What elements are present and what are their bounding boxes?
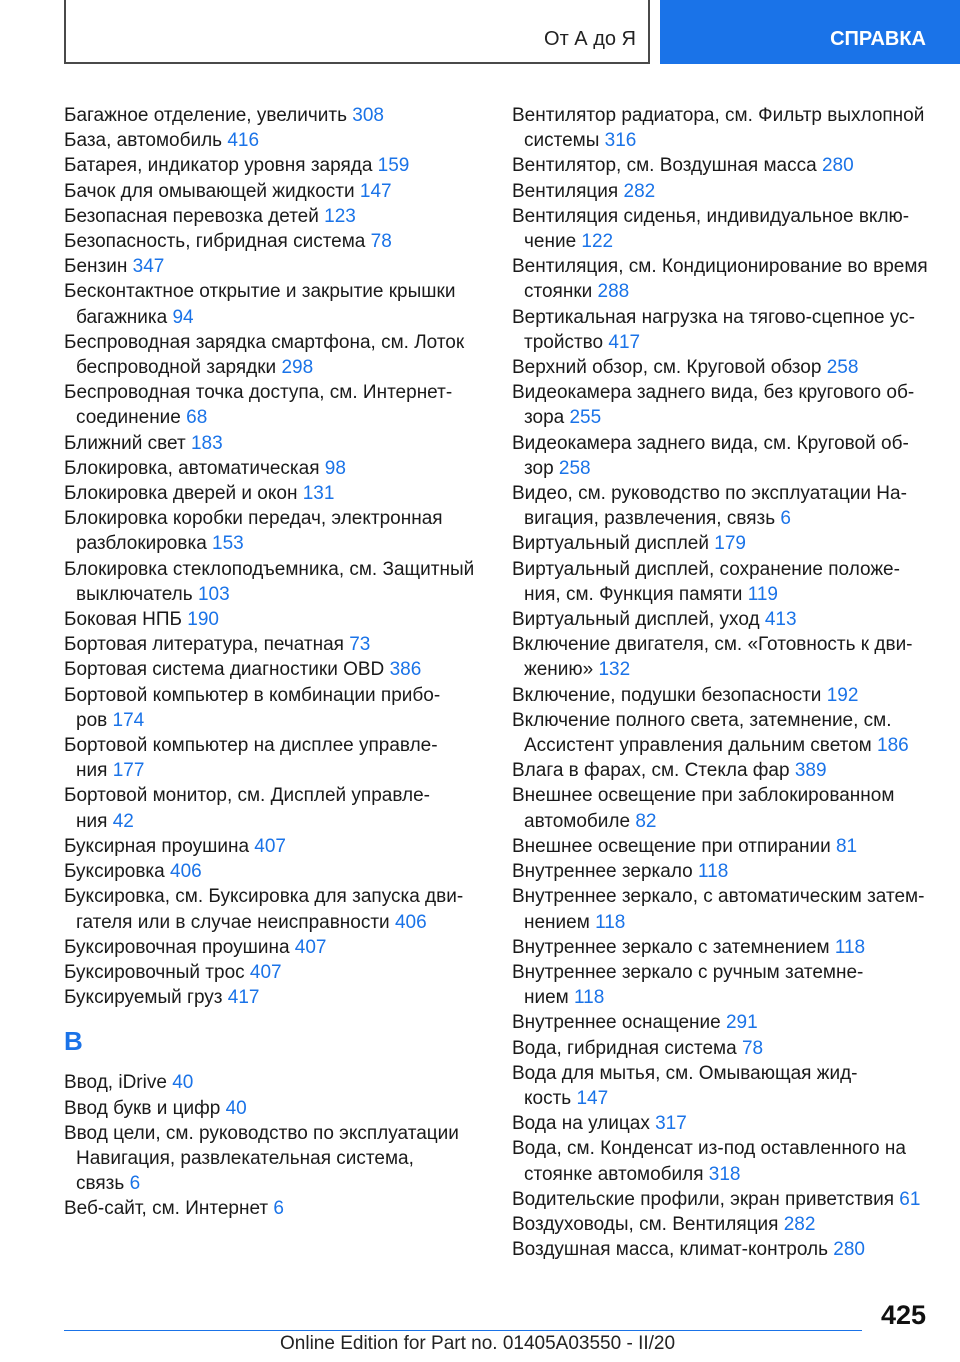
index-entry-text: Влага в фарах, см. Стекла фар <box>512 760 795 782</box>
index-entry-text: Бортовой компьютер на дисплее управле- <box>64 735 438 757</box>
page-link[interactable]: 118 <box>595 911 626 933</box>
index-entry-text: Блокировка дверей и окон <box>64 483 303 505</box>
index-entry-text: связь <box>76 1173 130 1195</box>
index-entry-text: нием <box>524 987 575 1009</box>
index-entry-text: стоянки <box>524 281 598 303</box>
page-link[interactable]: 118 <box>834 936 866 958</box>
page-link[interactable]: 417 <box>608 331 641 353</box>
index-entry-text: чение <box>524 231 582 253</box>
tab-a-to-z[interactable] <box>64 0 650 64</box>
index-entry-text: Вертикальная нагрузка на тягово-сцепное ус- <box>512 306 915 328</box>
index-entry-text: Ввод, iDrive <box>64 1072 173 1094</box>
page-link[interactable]: 255 <box>569 407 602 429</box>
index-entry-text: Ввод букв и цифр <box>64 1097 226 1119</box>
page-number: 425 <box>880 1300 926 1330</box>
index-entry-text: Буксировка, см. Буксировка для запуска дви- <box>64 886 464 908</box>
edition-footer: Online Edition for Part no. 01405A03550 - II/20 <box>280 1333 676 1354</box>
index-entry-text: Вода на улицах <box>512 1113 656 1135</box>
index-entry-text: беспроводной зарядки <box>76 357 282 379</box>
index-entry <box>64 254 504 279</box>
index-entry-text: Вода для мытья, см. Омывающая жид- <box>512 1062 858 1084</box>
index-entry <box>64 128 504 153</box>
page-link[interactable]: 174 <box>112 709 145 731</box>
index-entry-text: системы <box>524 130 605 152</box>
index-list-v <box>64 1070 504 1221</box>
page-link[interactable]: 406 <box>170 861 202 883</box>
index-entry <box>64 204 504 229</box>
index-entry <box>64 683 504 733</box>
index-entry <box>512 380 942 430</box>
index-entry <box>64 506 504 556</box>
index-entry <box>64 456 504 481</box>
index-entry-text: кость <box>524 1087 577 1109</box>
index-entry <box>64 153 504 178</box>
tab-help[interactable] <box>660 0 960 64</box>
index-entry <box>512 1036 942 1061</box>
index-entry-text: Вентилятор, см. Воздушная масса <box>512 155 822 177</box>
index-entry <box>64 960 504 985</box>
index-entry-text: Бортовой компьютер в комбинации прибо- <box>64 684 441 706</box>
index-entry <box>64 657 504 682</box>
index-entry-text: зора <box>524 407 570 429</box>
page-link[interactable]: 78 <box>370 231 392 253</box>
page-link[interactable]: 192 <box>826 684 859 706</box>
index-entry-text: Багажное отделение, увеличить <box>64 105 353 126</box>
index-entry <box>64 859 504 884</box>
index-entry <box>64 431 504 456</box>
page-link[interactable]: 417 <box>227 987 260 1009</box>
index-entry <box>512 960 942 1010</box>
page-link[interactable]: 159 <box>377 155 410 177</box>
tab-a-to-z-label: От А до Я <box>544 28 636 50</box>
page-link[interactable]: 118 <box>574 987 605 1009</box>
index-entry <box>64 632 504 657</box>
index-entry <box>512 355 942 380</box>
index-entry-text: зор <box>524 457 559 479</box>
index-entry <box>512 103 942 153</box>
index-entry-text: Внутреннее оснащение <box>512 1012 726 1034</box>
index-list-b <box>64 103 504 1010</box>
page-link[interactable]: 78 <box>741 1037 764 1059</box>
index-entry-text: Ввод цели, см. руководство по эксплуатации <box>64 1122 459 1144</box>
index-entry-text: Вода, гибридная система <box>512 1037 742 1059</box>
page-link[interactable]: 61 <box>899 1188 921 1210</box>
page-link[interactable]: 98 <box>324 457 346 479</box>
index-entry-text: Блокировка, автоматическая <box>64 457 325 479</box>
page-link[interactable]: 407 <box>294 936 327 958</box>
page-link[interactable]: 6 <box>780 508 791 530</box>
index-entry-text: Вентилятор радиатора, см. Фильтр выхлопной <box>512 105 925 126</box>
page-link[interactable]: 316 <box>604 130 637 152</box>
index-entry-text: Воздуховоды, см. Вентиляция <box>512 1213 784 1235</box>
index-list-v-continued <box>512 103 942 1262</box>
index-entry <box>512 683 942 708</box>
page-link[interactable]: 6 <box>129 1173 141 1195</box>
index-entry-text: Безопасность, гибридная система <box>64 231 371 253</box>
page-link[interactable]: 406 <box>394 911 427 933</box>
index-entry-text: Батарея, индикатор уровня заряда <box>64 155 378 177</box>
index-entry-text: Воздушная масса, климат-контроль <box>512 1239 834 1261</box>
index-entry <box>64 935 504 960</box>
index-entry <box>64 330 504 380</box>
index-entry <box>64 1121 504 1197</box>
index-entry <box>512 204 942 254</box>
index-entry-text: Бензин <box>64 256 133 278</box>
index-entry-text: Буксировка <box>64 861 170 883</box>
index-entry <box>64 229 504 254</box>
index-entry-text: соединение <box>76 407 187 429</box>
index-entry-text: Видеокамера заднего вида, без кругового об- <box>512 382 915 404</box>
index-entry <box>512 431 942 481</box>
index-entry <box>512 1237 942 1262</box>
page-link[interactable]: 280 <box>821 155 854 177</box>
index-entry-text: Ассистент управления дальним светом <box>524 735 878 757</box>
index-entry <box>512 632 942 682</box>
page-link[interactable]: 82 <box>635 810 657 832</box>
index-entry <box>512 1111 942 1136</box>
page-link[interactable]: 122 <box>581 231 614 253</box>
index-entry <box>512 834 942 859</box>
index-entry-text: Буксирная проушина <box>64 835 255 857</box>
index-entry-text: Вентиляция, см. Кондиционирование во время <box>512 256 928 278</box>
page-link[interactable]: 119 <box>747 583 778 605</box>
page-link[interactable]: 123 <box>324 205 356 227</box>
index-entry <box>64 380 504 430</box>
page-link[interactable]: 42 <box>112 810 134 832</box>
page-link[interactable]: 413 <box>764 609 797 631</box>
index-entry <box>64 607 504 632</box>
page-link[interactable]: 131 <box>302 483 335 505</box>
index-entry <box>512 153 942 178</box>
index-entry <box>512 254 942 304</box>
index-entry-text: Внутреннее зеркало с затемнением <box>512 936 835 958</box>
index-entry-text: Беспроводная точка доступа, см. Интернет- <box>64 382 453 404</box>
page-link[interactable]: 177 <box>112 760 145 782</box>
index-entry-text: Верхний обзор, см. Круговой обзор <box>512 357 827 379</box>
index-entry-text: ния, см. Функция памяти <box>524 583 748 605</box>
page-link[interactable]: 317 <box>655 1113 687 1135</box>
index-entry-text: Внешнее освещение при отпирании <box>512 835 836 857</box>
footer-divider <box>64 1330 862 1331</box>
index-entry <box>512 531 942 556</box>
index-entry-text: Навигация, развлекательная система, <box>76 1147 414 1169</box>
index-entry-text: Ближний свет <box>64 432 191 454</box>
index-entry <box>512 783 942 833</box>
index-entry-text: багажника <box>76 306 173 328</box>
index-entry-text: Видео, см. руководство по эксплуатации На- <box>512 483 907 505</box>
page-link[interactable]: 407 <box>254 835 286 857</box>
index-entry-text: жению» <box>524 659 599 681</box>
index-entry <box>512 935 942 960</box>
index-entry <box>64 783 504 833</box>
index-entry-text: Бесконтактное открытие и закрытие крышки <box>64 281 456 303</box>
page-link[interactable]: 186 <box>877 735 909 757</box>
index-entry-text: выключатель <box>76 583 198 605</box>
index-entry-text: вигация, развлечения, связь <box>524 508 781 530</box>
tab-help-label: СПРАВКА <box>830 28 926 50</box>
index-entry-text: Беспроводная зарядка смартфона, см. Лоток <box>64 331 465 353</box>
index-entry-text: Внутреннее зеркало с ручным затемне- <box>512 961 864 983</box>
index-entry-text: тройство <box>524 331 609 353</box>
page-link[interactable]: 288 <box>597 281 630 303</box>
index-entry-text: Виртуальный дисплей <box>512 533 715 555</box>
page-link[interactable]: 103 <box>197 583 230 605</box>
page-link[interactable]: 68 <box>186 407 208 429</box>
index-entry <box>64 985 504 1010</box>
index-entry-text: ния <box>76 810 113 832</box>
index-entry <box>64 834 504 859</box>
index-entry <box>64 103 504 128</box>
index-entry <box>512 557 942 607</box>
page-link[interactable]: 416 <box>227 130 260 152</box>
index-entry <box>64 1096 504 1121</box>
index-entry <box>64 884 504 934</box>
index-entry-text: Бортовой монитор, см. Дисплей управле- <box>64 785 430 807</box>
page-link[interactable]: 318 <box>708 1163 741 1185</box>
index-entry <box>64 1196 504 1221</box>
page-link[interactable]: 347 <box>132 256 165 278</box>
index-entry-text: Включение полного света, затемнение, см. <box>512 709 892 731</box>
page-link[interactable]: 282 <box>623 180 656 202</box>
index-entry-text: Виртуальный дисплей, сохранение положе- <box>512 558 900 580</box>
index-entry-text: ния <box>76 760 113 782</box>
index-entry-text: Блокировка стеклоподъемника, см. Защитный <box>64 558 475 580</box>
page-link[interactable]: 40 <box>225 1097 247 1119</box>
page-link[interactable]: 81 <box>835 835 858 857</box>
page-link[interactable]: 132 <box>598 659 631 681</box>
page-link[interactable]: 190 <box>187 609 219 631</box>
index-entry-text: Видеокамера заднего вида, см. Круговой об- <box>512 432 909 454</box>
page-link[interactable]: 94 <box>172 306 194 328</box>
index-entry-text: ров <box>76 709 113 731</box>
index-entry <box>512 758 942 783</box>
index-entry-text: Бортовая литература, печатная <box>64 634 350 656</box>
index-entry-text: Внешнее освещение при заблокированном <box>512 785 895 807</box>
index-entry-text: Вентиляция <box>512 180 624 202</box>
index-entry <box>512 1212 942 1237</box>
index-entry-text: разблокировка <box>76 533 213 555</box>
page-link[interactable]: 389 <box>794 760 827 782</box>
index-entry-text: Веб-сайт, см. Интернет <box>64 1198 274 1220</box>
page-link[interactable]: 258 <box>826 357 859 379</box>
index-entry-text: Внутреннее зеркало, с автоматическим затем- <box>512 886 925 908</box>
page-link[interactable]: 147 <box>359 180 392 202</box>
index-entry-text: нением <box>524 911 596 933</box>
page-link[interactable]: 298 <box>281 357 314 379</box>
index-entry <box>64 179 504 204</box>
index-entry <box>64 1070 504 1095</box>
page-link[interactable]: 153 <box>212 533 244 555</box>
index-entry <box>64 733 504 783</box>
index-entry-text: Внутреннее зеркало <box>512 861 698 883</box>
index-entry-text: Боковая НПБ <box>64 609 188 631</box>
page-link[interactable]: 73 <box>349 634 371 656</box>
index-entry <box>512 1010 942 1035</box>
index-entry-text: Включение, подушки безопасности <box>512 684 827 706</box>
page-link[interactable]: 118 <box>697 861 729 883</box>
page-link[interactable]: 386 <box>389 659 422 681</box>
index-column-left <box>64 103 504 1222</box>
header-bar <box>0 0 960 66</box>
index-entry-text: Буксировочный трос <box>64 961 250 983</box>
index-entry-text: База, автомобиль <box>64 130 228 152</box>
page-link[interactable]: 179 <box>714 533 746 555</box>
index-entry <box>512 1061 942 1111</box>
page-link[interactable]: 308 <box>352 105 384 126</box>
index-entry <box>512 607 942 632</box>
index-entry <box>64 279 504 329</box>
index-entry-text: стоянке автомобиля <box>524 1163 709 1185</box>
page-link[interactable]: 258 <box>558 457 591 479</box>
index-entry-text: Бачок для омывающей жидкости <box>64 180 360 202</box>
index-entry-text: Буксировочная проушина <box>64 936 295 958</box>
section-letter: В <box>64 1026 83 1057</box>
page-link[interactable]: 407 <box>249 961 282 983</box>
index-entry <box>512 859 942 884</box>
index-entry-text: Буксируемый груз <box>64 987 228 1009</box>
index-entry <box>512 884 942 934</box>
page-link[interactable]: 183 <box>190 432 223 454</box>
index-entry-text: гателя или в случае неисправности <box>76 911 395 933</box>
index-entry <box>64 481 504 506</box>
index-entry <box>64 557 504 607</box>
page-link[interactable]: 40 <box>172 1072 194 1094</box>
index-entry <box>512 305 942 355</box>
page-link[interactable]: 147 <box>576 1087 609 1109</box>
index-entry-text: Вода, см. Конденсат из-под оставленного на <box>512 1138 906 1160</box>
index-entry-text: Включение двигателя, см. «Готовность к дви- <box>512 634 913 656</box>
index-entry-text: Бортовая система диагностики OBD <box>64 659 390 681</box>
index-entry-text: Вентиляция сиденья, индивидуальное вклю- <box>512 205 910 227</box>
page-link[interactable]: 280 <box>833 1239 865 1261</box>
index-column-right <box>512 103 942 1262</box>
index-entry-text: автомобиле <box>524 810 636 832</box>
index-entry-text: Блокировка коробки передач, электронная <box>64 508 443 530</box>
index-entry <box>512 1187 942 1212</box>
index-entry-text: Безопасная перевозка детей <box>64 205 325 227</box>
index-entry <box>512 708 942 758</box>
page-link[interactable]: 291 <box>725 1012 758 1034</box>
index-entry <box>512 179 942 204</box>
page-link[interactable]: 6 <box>273 1198 284 1220</box>
index-entry <box>512 481 942 531</box>
index-entry-text: Водительские профили, экран приветствия <box>512 1188 900 1210</box>
page-link[interactable]: 282 <box>783 1213 816 1235</box>
index-entry <box>512 1136 942 1186</box>
index-entry-text: Виртуальный дисплей, уход <box>512 609 765 631</box>
